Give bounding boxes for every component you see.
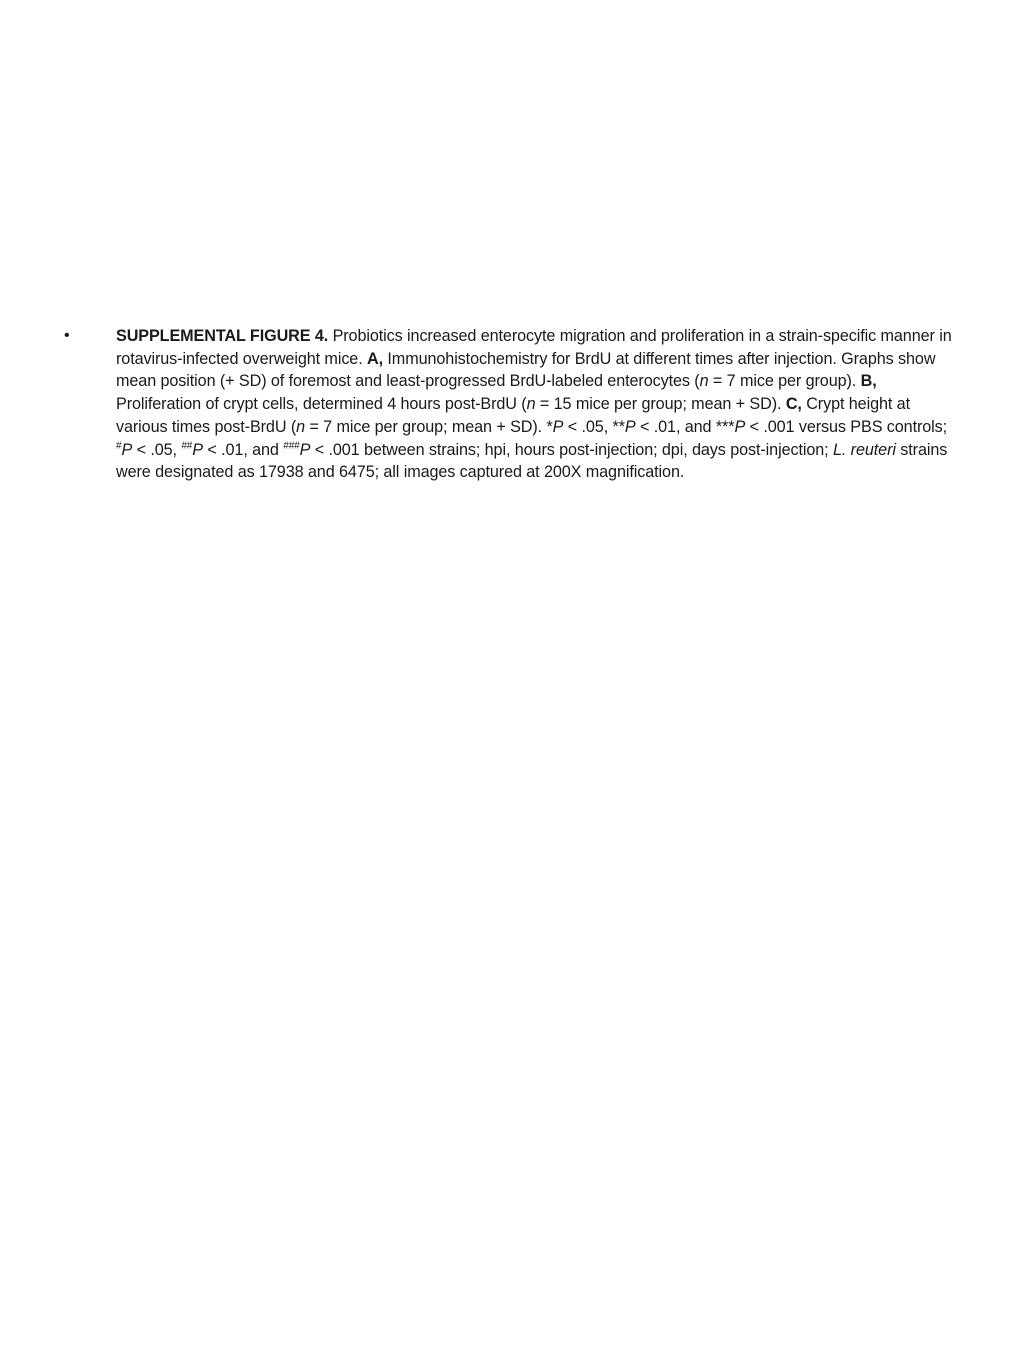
significance-text: < .01, and *** bbox=[635, 417, 735, 436]
p-symbol: P bbox=[121, 440, 133, 459]
bullet-marker: • bbox=[64, 327, 70, 344]
hash-marker: # bbox=[116, 440, 122, 452]
p-symbol: P bbox=[552, 417, 564, 436]
panel-c-text: Crypt height at various times post-BrdU ( bbox=[116, 395, 910, 436]
figure-caption bbox=[116, 325, 960, 484]
panel-b-text-cont: = 15 mice per group; mean + SD). bbox=[535, 395, 786, 414]
p-symbol: P bbox=[734, 417, 746, 436]
hash-marker: ## bbox=[181, 440, 193, 452]
panel-b-text: Proliferation of crypt cells, determined 4 hours post-BrdU ( bbox=[116, 395, 527, 414]
panel-c-label: C, bbox=[785, 395, 802, 414]
caption-list-item bbox=[60, 325, 960, 484]
p-symbol: P bbox=[624, 417, 636, 436]
significance-text: < .001 versus PBS controls; bbox=[745, 417, 948, 436]
significance-text: < .001 between strains; hpi, hours post-injection; dpi, days post-injection; bbox=[310, 440, 833, 459]
caption-intro: Probiotics increased enterocyte migration and proliferation in a strain-specific manner in rotavirus-infected overweight mice. bbox=[116, 327, 952, 368]
species-name: L. reuteri bbox=[832, 440, 896, 459]
panel-a-text-cont: = 7 mice per group). bbox=[708, 372, 861, 391]
panel-a-label: A, bbox=[367, 349, 384, 368]
n-symbol: n bbox=[699, 372, 709, 391]
caption-ending: strains were designated as 17938 and 6475; all images captured at 200X magnification. bbox=[116, 440, 948, 482]
figure-label: SUPPLEMENTAL FIGURE 4. bbox=[116, 327, 329, 345]
n-symbol: n bbox=[526, 395, 536, 414]
n-symbol: n bbox=[296, 417, 306, 436]
significance-text: < .01, and bbox=[202, 440, 284, 459]
hash-marker: ### bbox=[283, 440, 300, 452]
panel-c-text-cont: = 7 mice per group; mean + SD). * bbox=[305, 417, 553, 436]
p-symbol: P bbox=[192, 440, 203, 459]
p-symbol: P bbox=[299, 440, 311, 459]
panel-b-label: B, bbox=[860, 372, 877, 391]
significance-text: < .05, ** bbox=[563, 417, 625, 436]
panel-a-text: Immunohistochemistry for BrdU at different times after injection. Graphs show mean position (+ SD) of foremost and least-progressed BrdU-labeled enterocytes ( bbox=[116, 349, 936, 391]
significance-text: < .05, bbox=[132, 440, 182, 459]
